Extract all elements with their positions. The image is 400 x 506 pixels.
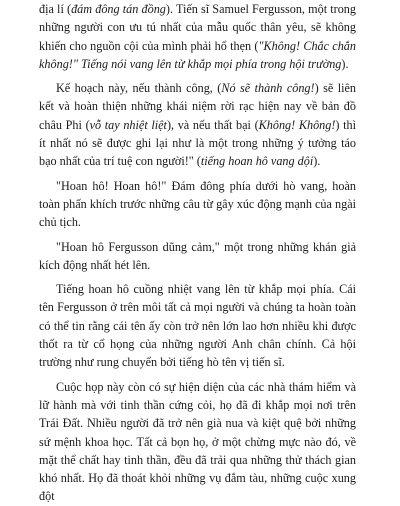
page-body-text bbox=[39, 0, 356, 506]
text-run: Cuộc họp này còn có sự hiện diện của các nhà thám hiểm và lữ hành mà với tinh thần cứng cỏi, họ đã đi khắp mọi nơi trên Trái Đất. Nhiều người đã trở nên già nua và kiệt quệ bởi những sứ mệnh khoa học. Tất cả bọn họ, ở một chừng mực nào đó, về mặt thể chất hay tinh thần, đều đã trải qua những thử thách gian khó nhất. Họ đã thoát khỏi những vụ đắm tàu, những cuộc xung đột bbox=[39, 379, 356, 504]
italic-text-run: "Không! Chắc chắn không!" Tiếng nói vang lên từ khắp mọi phía trong hội trường bbox=[39, 38, 356, 71]
text-run: ). Tiến sĩ Samuel Fergusson, một trong những người con ưu tú nhất của mẫu quốc thân yêu, sẽ không khiến cho nguồn cội của mình phải hổ thẹn ( bbox=[39, 2, 356, 53]
text-run: "Hoan hô Fergusson dũng cảm," một trong những khán giả kích động nhất hét lên. bbox=[39, 239, 356, 272]
italic-text-run: Nó sẽ thành công! bbox=[221, 81, 315, 96]
text-run: ), và nếu thất bại ( bbox=[166, 117, 259, 132]
text-run: ). bbox=[341, 56, 349, 71]
paragraph-5 bbox=[39, 280, 356, 371]
text-run: địa lí ( bbox=[39, 2, 72, 16]
book-page bbox=[39, 0, 356, 504]
text-run: "Hoan hô! Hoan hô!" Đám đông phía dưới hò vang, hoàn toàn phấn khích trước những câu từ gây xúc động mạnh của ngài chủ tịch. bbox=[39, 178, 356, 230]
text-run: ) thì ít nhất nó sẽ được ghi lại như là một trong những ý tưởng táo bạo nhất của trí tuệ con người!" ( bbox=[39, 117, 356, 169]
italic-text-run: đám đông tán đồng bbox=[71, 2, 166, 16]
paragraph-4 bbox=[39, 238, 356, 275]
italic-text-run: vỗ tay nhiệt liệt bbox=[89, 117, 167, 132]
text-run: Kế hoạch này, nếu thành công, ( bbox=[56, 81, 222, 96]
paragraph-2 bbox=[39, 79, 356, 170]
text-run: ) sẽ liên kết và hoàn thiện những khái niệm rời rạc hiện nay về bản đồ châu Phi ( bbox=[39, 81, 356, 132]
text-run: Tiếng hoan hô cuồng nhiệt vang lên từ khắp mọi phía. Cái tên Fergusson ở trên môi tất cả mọi người và chúng ta hoàn toàn có thể tin rằng cái tên ấy còn trở nên lớn lao hơn nhiều khi được thốt ra từ cổ họng của những người Anh chân chính. Cả hội trường như rung chuyển bởi tiếng hò tên vị tiến sĩ. bbox=[39, 282, 356, 370]
italic-text-run: tiếng hoan hô vang dội bbox=[200, 154, 314, 169]
paragraph-3 bbox=[39, 177, 356, 232]
paragraph-6 bbox=[39, 378, 356, 506]
paragraph-1 bbox=[39, 0, 356, 73]
italic-text-run: Không! Không! bbox=[258, 117, 336, 132]
text-run: ). bbox=[313, 154, 321, 169]
